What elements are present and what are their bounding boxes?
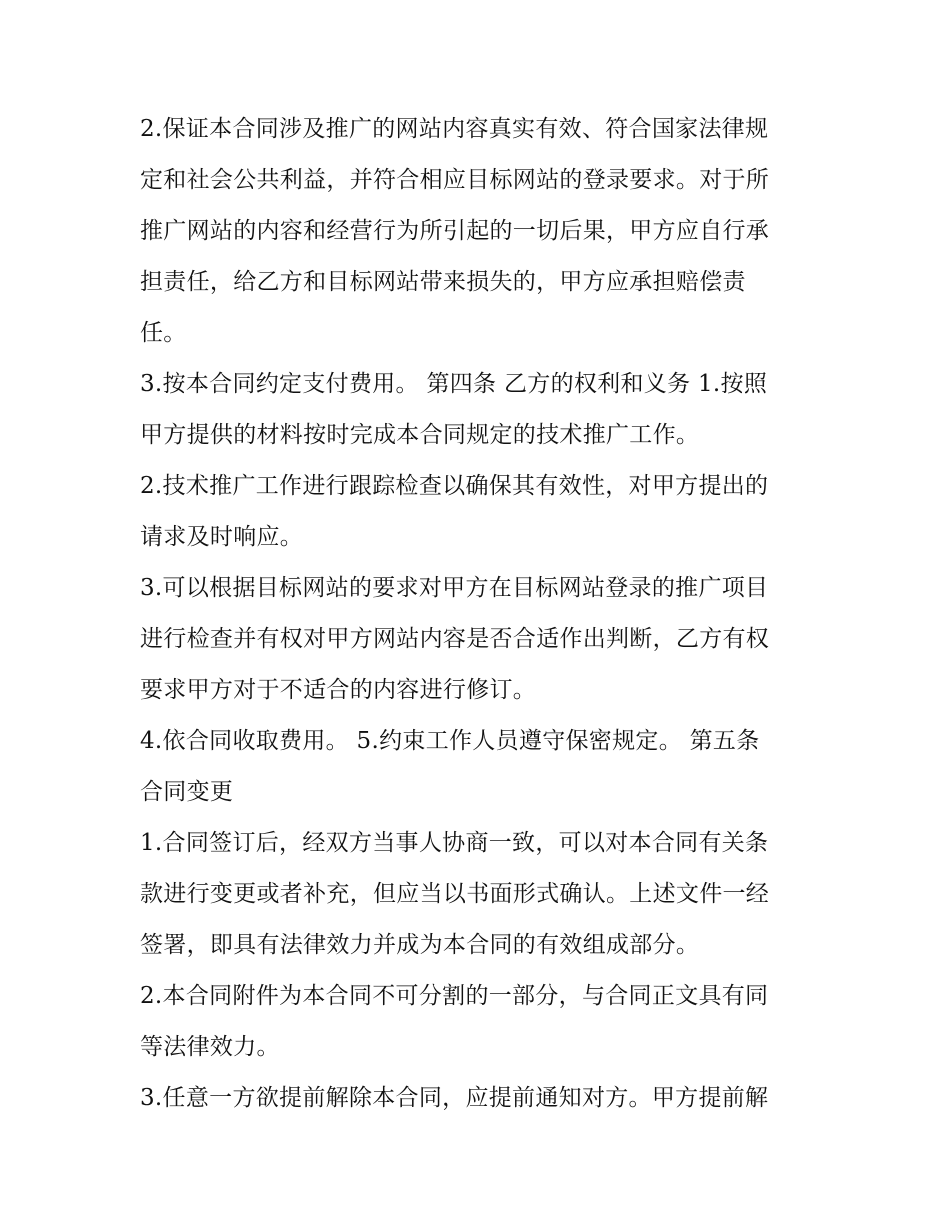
text-line: 甲方提供的材料按时完成本合同规定的技术推广工作。 — [140, 422, 700, 448]
text-line: 2.本合同附件为本合同不可分割的一部分，与合同正文具有同 — [140, 983, 769, 1009]
text-line: 请求及时响应。 — [140, 524, 304, 550]
text-line: 等法律效力。 — [140, 1034, 280, 1060]
text-line: 合同变更 — [140, 779, 234, 805]
text-line: 任。 — [140, 320, 187, 346]
text-line: 进行检查并有权对甲方网站内容是否合适作出判断，乙方有权 — [140, 626, 770, 652]
text-line: 定和社会公共利益，并符合相应目标网站的登录要求。对于所 — [140, 167, 770, 193]
text-line: 签署，即具有法律效力并成为本合同的有效组成部分。 — [140, 932, 700, 958]
document-body — [140, 104, 820, 1124]
text-line: 1.合同签订后，经双方当事人协商一致，可以对本合同有关条 — [140, 830, 769, 856]
text-line: 3.任意一方欲提前解除本合同，应提前通知对方。甲方提前解 — [140, 1085, 769, 1111]
text-line: 2.技术推广工作进行跟踪检查以确保其有效性，对甲方提出的 — [140, 473, 769, 499]
text-line: 推广网站的内容和经营行为所引起的一切后果，甲方应自行承 — [140, 218, 770, 244]
text-line: 4.依合同收取费用。 5.约束工作人员遵守保密规定。 第五条 — [140, 728, 760, 754]
text-line: 3.按本合同约定支付费用。 第四条 乙方的权利和义务 1.按照 — [140, 371, 768, 397]
text-line: 要求甲方对于不适合的内容进行修订。 — [140, 677, 537, 703]
text-line: 2.保证本合同涉及推广的网站内容真实有效、符合国家法律规 — [140, 116, 769, 142]
text-line: 担责任，给乙方和目标网站带来损失的，甲方应承担赔偿责 — [140, 269, 746, 295]
text-line: 3.可以根据目标网站的要求对甲方在目标网站登录的推广项目 — [140, 575, 769, 601]
text-line: 款进行变更或者补充，但应当以书面形式确认。上述文件一经 — [140, 881, 770, 907]
